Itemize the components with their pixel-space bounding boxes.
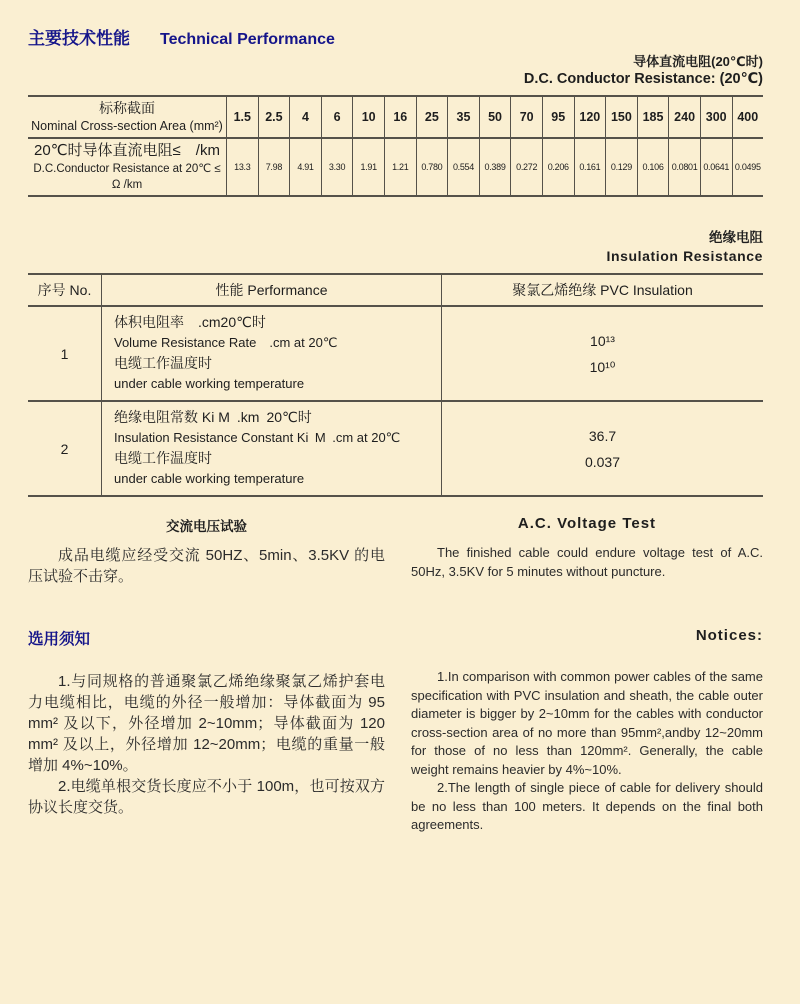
cross-section-cell: 16 bbox=[384, 97, 416, 137]
performance-line: 绝缘电阻常数 Ki M .km 20℃时 bbox=[114, 409, 312, 425]
insulation-heading-zh: 绝缘电阻 bbox=[709, 230, 763, 245]
performance-line: 体积电阻率 .cm20℃时 bbox=[114, 314, 266, 330]
notices-zh-column bbox=[28, 627, 385, 835]
row-number-cell: 1 bbox=[60, 345, 69, 362]
pvc-value: 36.7 bbox=[588, 427, 617, 444]
table-row bbox=[28, 307, 763, 402]
voltage-test-heading-en: A.C. Voltage Test bbox=[517, 515, 657, 532]
resistance-cell: 0.389 bbox=[479, 139, 511, 195]
page-title-zh: 主要技术性能 bbox=[28, 29, 130, 48]
notices-en-column bbox=[411, 627, 763, 835]
t1-size-row bbox=[28, 97, 763, 139]
pvc-value-cell bbox=[441, 307, 763, 400]
performance-line: Insulation Resistance Constant Ki M .cm at 20℃ bbox=[114, 430, 401, 445]
header-cell-performance: 性能 Performance bbox=[101, 275, 441, 305]
performance-cell bbox=[101, 402, 441, 495]
resistance-cell: 0.206 bbox=[542, 139, 574, 195]
resistance-cell: 0.272 bbox=[510, 139, 542, 195]
t1-size-row-label bbox=[28, 97, 226, 137]
resistance-cell: 3.30 bbox=[321, 139, 353, 195]
cross-section-cell: 185 bbox=[637, 97, 669, 137]
t1-size-label-en: Nominal Cross-section Area (mm²) bbox=[31, 119, 223, 133]
voltage-test-body-zh: 成品电缆应经受交流 50HZ、5min、3.5KV 的电压试验不击穿。 bbox=[28, 547, 385, 585]
header-cell-no: 序号 No. bbox=[37, 282, 92, 298]
cross-section-cell: 1.5 bbox=[226, 97, 258, 137]
dc-resistance-table bbox=[28, 95, 763, 197]
cross-section-cell: 400 bbox=[732, 97, 764, 137]
resistance-cell: 0.0641 bbox=[700, 139, 732, 195]
resistance-cell: 0.161 bbox=[574, 139, 606, 195]
notice-item-zh: 2.电缆单根交货长度应不小于 100m，也可按双方协议长度交货。 bbox=[28, 778, 385, 816]
pvc-value-cell bbox=[441, 402, 763, 495]
t1-resistance-label-zh: 20℃时导体直流电阻≤ /km bbox=[34, 142, 220, 159]
cross-section-cell: 150 bbox=[605, 97, 637, 137]
cross-section-cell: 70 bbox=[510, 97, 542, 137]
insulation-heading-en: Insulation Resistance bbox=[606, 248, 763, 264]
insulation-table bbox=[28, 273, 763, 497]
voltage-test-heading-zh: 交流电压试验 bbox=[166, 519, 247, 534]
cross-section-cell: 50 bbox=[479, 97, 511, 137]
voltage-test-section bbox=[28, 515, 763, 587]
resistance-cell: 7.98 bbox=[258, 139, 290, 195]
notices-heading-zh: 选用须知 bbox=[28, 631, 91, 648]
cross-section-cell: 240 bbox=[668, 97, 700, 137]
voltage-test-zh-column bbox=[28, 515, 385, 587]
t1-resistance-label-en: D.C.Conductor Resistance at 20℃ ≤ Ω /km bbox=[33, 163, 221, 191]
header-cell-pvc: 聚氯乙烯绝缘 PVC Insulation bbox=[441, 275, 763, 305]
dc-resistance-heading bbox=[28, 53, 763, 88]
cross-section-cell: 4 bbox=[289, 97, 321, 137]
cross-section-cell: 6 bbox=[321, 97, 353, 137]
performance-line: Volume Resistance Rate .cm at 20℃ bbox=[114, 335, 338, 350]
performance-line: under cable working temperature bbox=[114, 376, 305, 391]
dc-resistance-heading-zh: 导体直流电阻(20℃时) bbox=[633, 54, 763, 69]
table-row bbox=[28, 402, 763, 495]
pvc-value: 10¹⁰ bbox=[589, 358, 616, 375]
notices-heading-en: Notices: bbox=[695, 627, 763, 644]
resistance-cell: 0.0495 bbox=[732, 139, 764, 195]
resistance-cell: 1.91 bbox=[352, 139, 384, 195]
resistance-cell: 0.554 bbox=[447, 139, 479, 195]
page-title-en: Technical Performance bbox=[160, 31, 335, 48]
voltage-test-en-column bbox=[411, 515, 763, 587]
cross-section-cell: 120 bbox=[574, 97, 606, 137]
cross-section-cell: 95 bbox=[542, 97, 574, 137]
page-title bbox=[28, 24, 763, 49]
resistance-cell: 0.0801 bbox=[668, 139, 700, 195]
cross-section-cell: 2.5 bbox=[258, 97, 290, 137]
resistance-cell: 13.3 bbox=[226, 139, 258, 195]
notice-item-zh: 1.与同规格的普通聚氯乙烯绝缘聚氯乙烯护套电力电缆相比，电缆的外径一般增加：导体截面为 95 mm² 及以下，外径增加 2~10mm；导体截面为 120 mm² 及以上，外径增加 12~20mm；电缆的重量一般增加 4%~10%。 bbox=[28, 673, 385, 774]
performance-line: 电缆工作温度时 bbox=[114, 450, 212, 466]
notice-item-en: 2.The length of single piece of cable for delivery should be no less than 100 meters. It depends on the final both agreements. bbox=[411, 780, 763, 832]
cross-section-cell: 10 bbox=[352, 97, 384, 137]
insulation-table-header-row bbox=[28, 275, 763, 307]
t1-resistance-row bbox=[28, 139, 763, 195]
t1-resistance-row-label bbox=[28, 139, 226, 195]
cross-section-cell: 25 bbox=[416, 97, 448, 137]
notices-section bbox=[28, 627, 763, 835]
voltage-test-body-en: The finished cable could endure voltage test of A.C. 50Hz, 3.5KV for 5 minutes without puncture. bbox=[411, 545, 763, 579]
resistance-cell: 0.780 bbox=[416, 139, 448, 195]
pvc-value: 10¹³ bbox=[590, 332, 615, 349]
notice-item-en: 1.In comparison with common power cables of the same specification with PVC insulation and sheath, the cable outer diameter is bigger by 2~10mm for the cables with conductor cross-section area of no more than 95mm²,andby 12~20mm for those of no less than 120mm². Generally, the cable weight remains heavier by 4%~10%. bbox=[411, 669, 763, 777]
resistance-cell: 1.21 bbox=[384, 139, 416, 195]
resistance-cell: 4.91 bbox=[289, 139, 321, 195]
cross-section-cell: 300 bbox=[700, 97, 732, 137]
insulation-heading bbox=[28, 229, 763, 266]
dc-resistance-heading-en: D.C. Conductor Resistance: (20℃) bbox=[523, 71, 763, 87]
resistance-cell: 0.106 bbox=[637, 139, 669, 195]
pvc-value: 0.037 bbox=[584, 453, 621, 470]
t1-size-label-zh: 标称截面 bbox=[99, 100, 155, 116]
row-number-cell: 2 bbox=[60, 440, 69, 457]
performance-cell bbox=[101, 307, 441, 400]
performance-line: 电缆工作温度时 bbox=[114, 355, 212, 371]
cross-section-cell: 35 bbox=[447, 97, 479, 137]
resistance-cell: 0.129 bbox=[605, 139, 637, 195]
performance-line: under cable working temperature bbox=[114, 471, 305, 486]
